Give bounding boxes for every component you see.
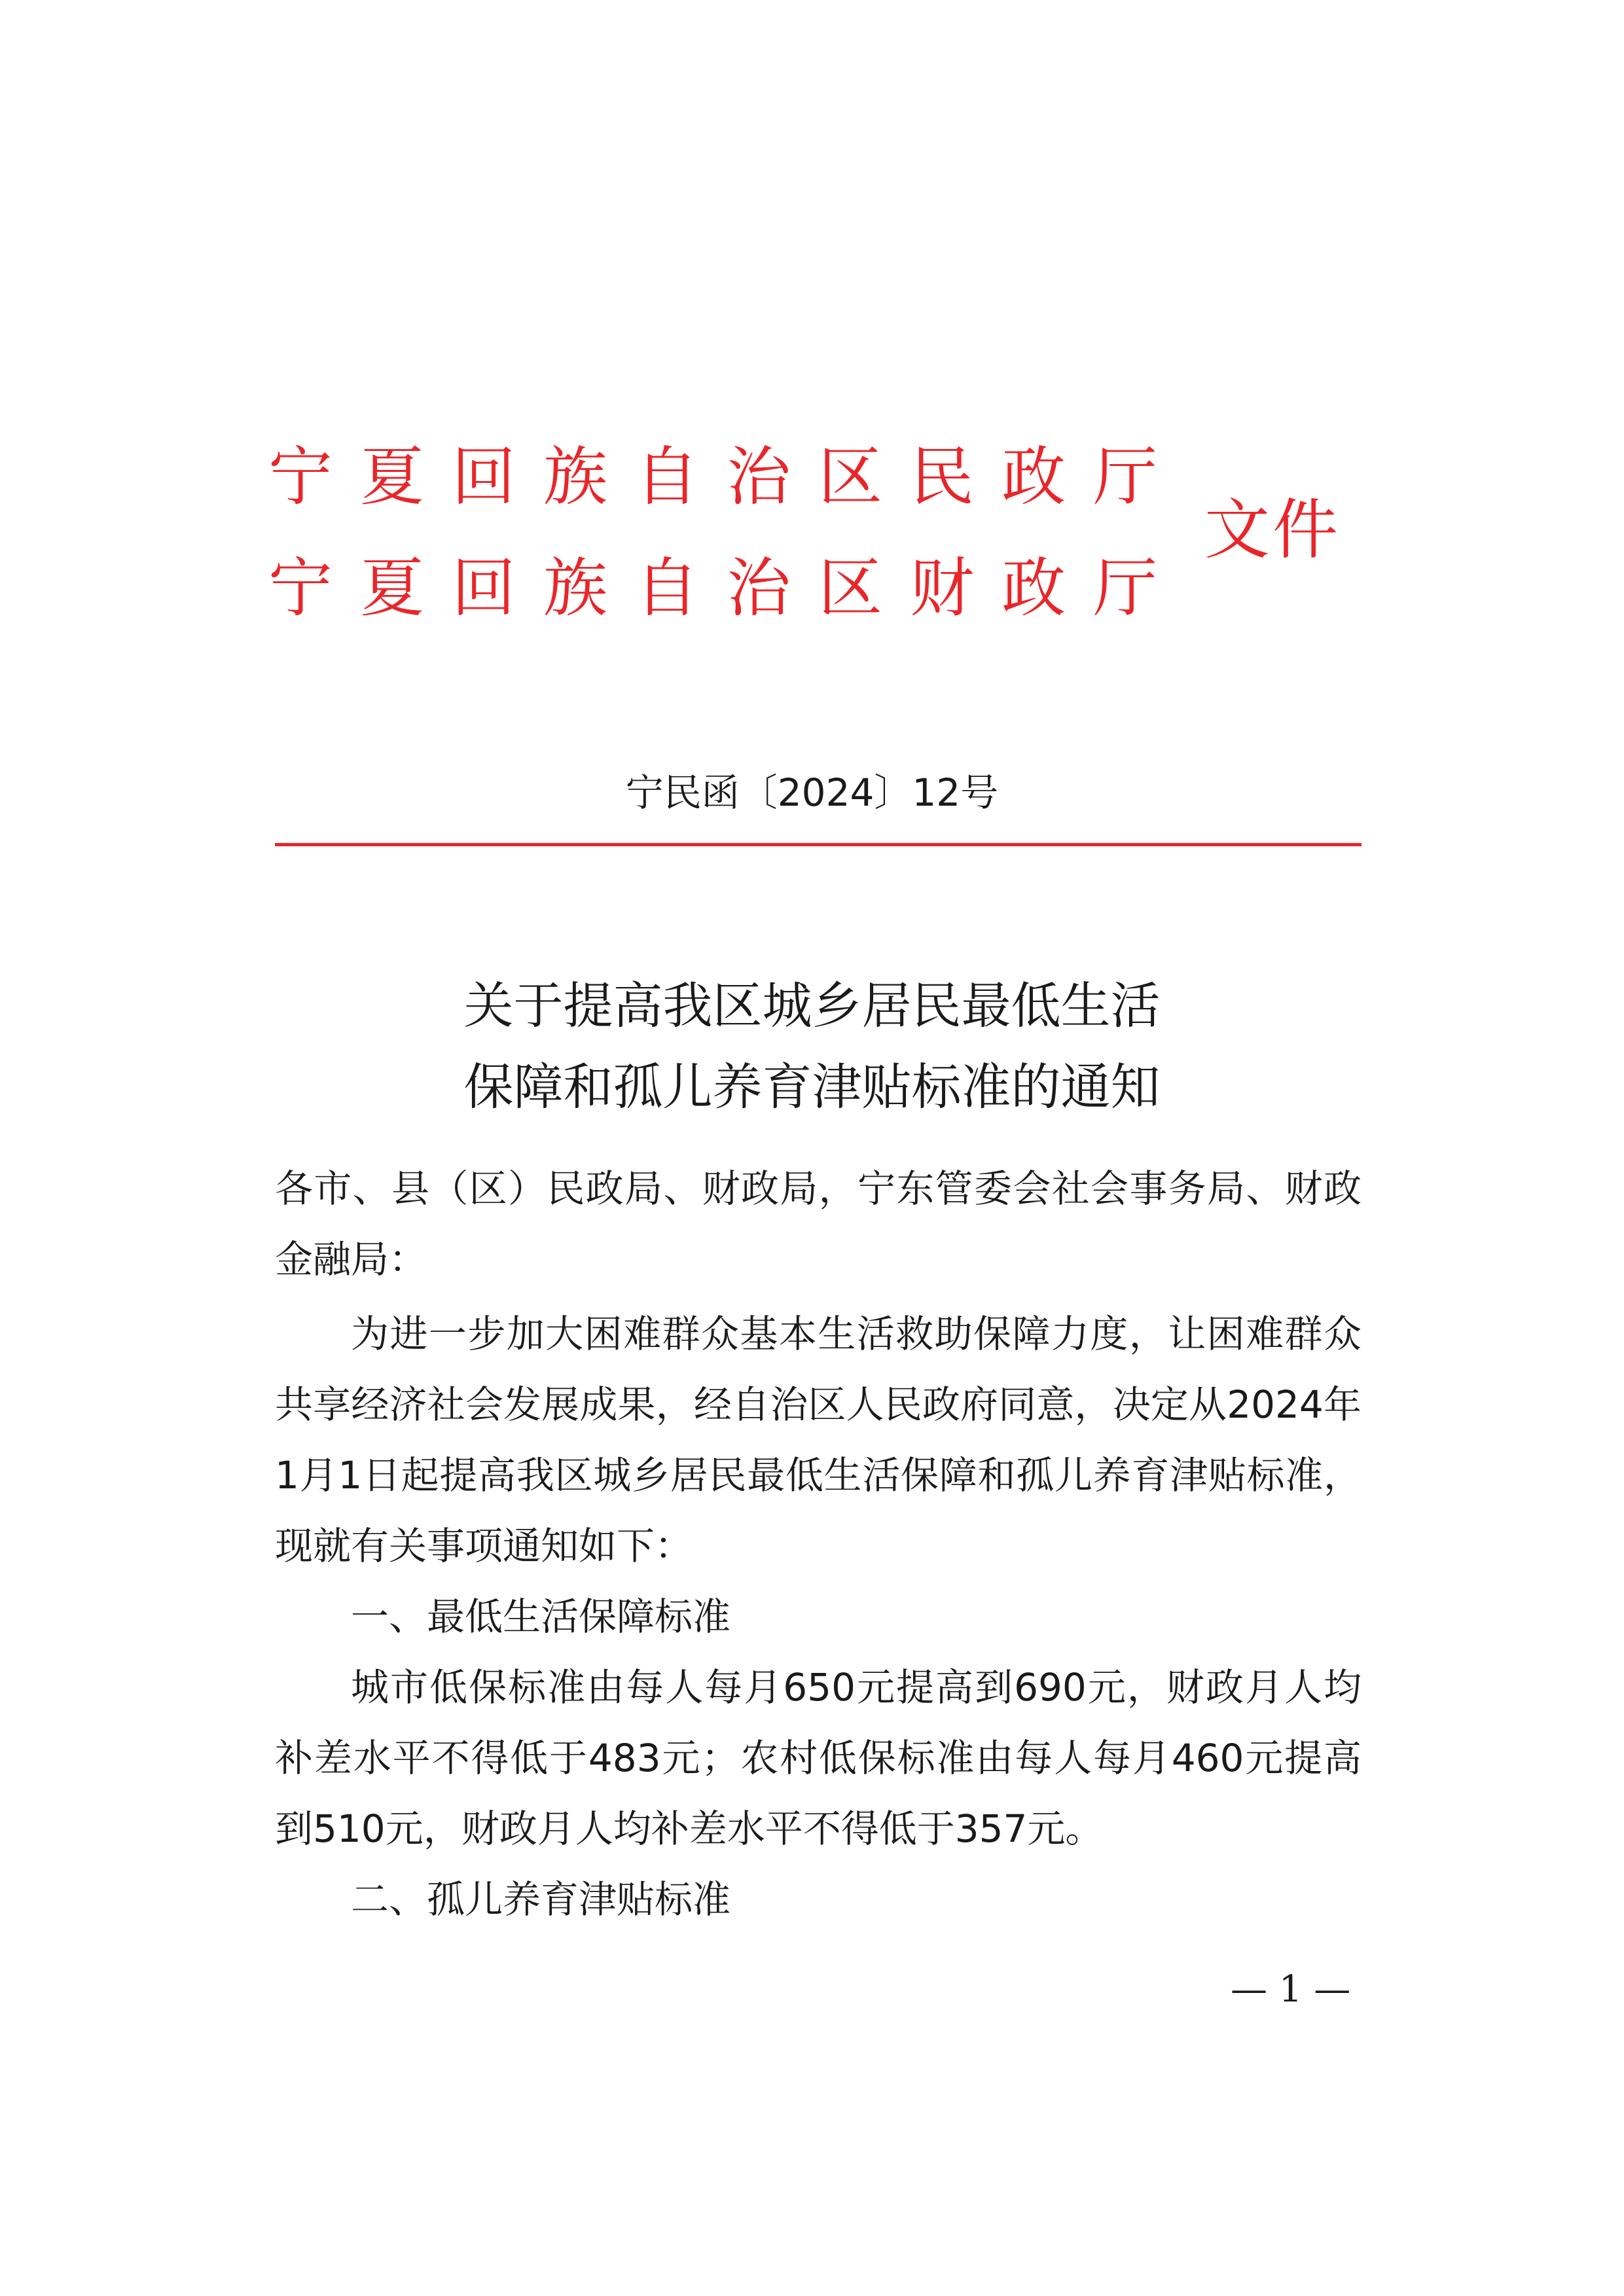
page-number: — 1 — bbox=[1231, 1968, 1351, 2011]
document-title bbox=[0, 965, 1624, 1128]
document-body bbox=[275, 1153, 1362, 1935]
title-line-2: 保障和孤儿养育津贴标准的通知 bbox=[463, 1058, 1161, 1116]
title-line-1: 关于提高我区城乡居民最低生活 bbox=[463, 977, 1161, 1035]
issuer-line-civil-affairs: 宁夏回族自治区民政厅 bbox=[268, 440, 1185, 514]
document-number: 宁民函〔2024〕12号 bbox=[625, 770, 999, 815]
section-1-heading: 一、最低生活保障标准 bbox=[351, 1594, 731, 1639]
section-2-heading: 二、孤儿养育津贴标准 bbox=[351, 1877, 731, 1922]
issuer-line-finance: 宁夏回族自治区财政厅 bbox=[268, 551, 1185, 626]
issuer-suffix: 文件 bbox=[1204, 492, 1341, 568]
addressee: 各市、县（区）民政局、财政局，宁东管委会社会事务局、财政金融局： bbox=[275, 1166, 1362, 1282]
section-1-paragraph: 城市低保标准由每人每月650元提高到690元，财政月人均补差水平不得低于483元；农村低保标准由每人每月460元提高到510元，财政月人均补差水平不得低于357元。 bbox=[275, 1665, 1362, 1851]
intro-paragraph: 为进一步加大困难群众基本生活救助保障力度，让困难群众共享经济社会发展成果，经自治区人民政府同意，决定从2024年1月1日起提高我区城乡居民最低生活保障和孤儿养育津贴标准，现就有关事项通知如下： bbox=[275, 1312, 1362, 1568]
red-divider-line bbox=[275, 843, 1362, 846]
